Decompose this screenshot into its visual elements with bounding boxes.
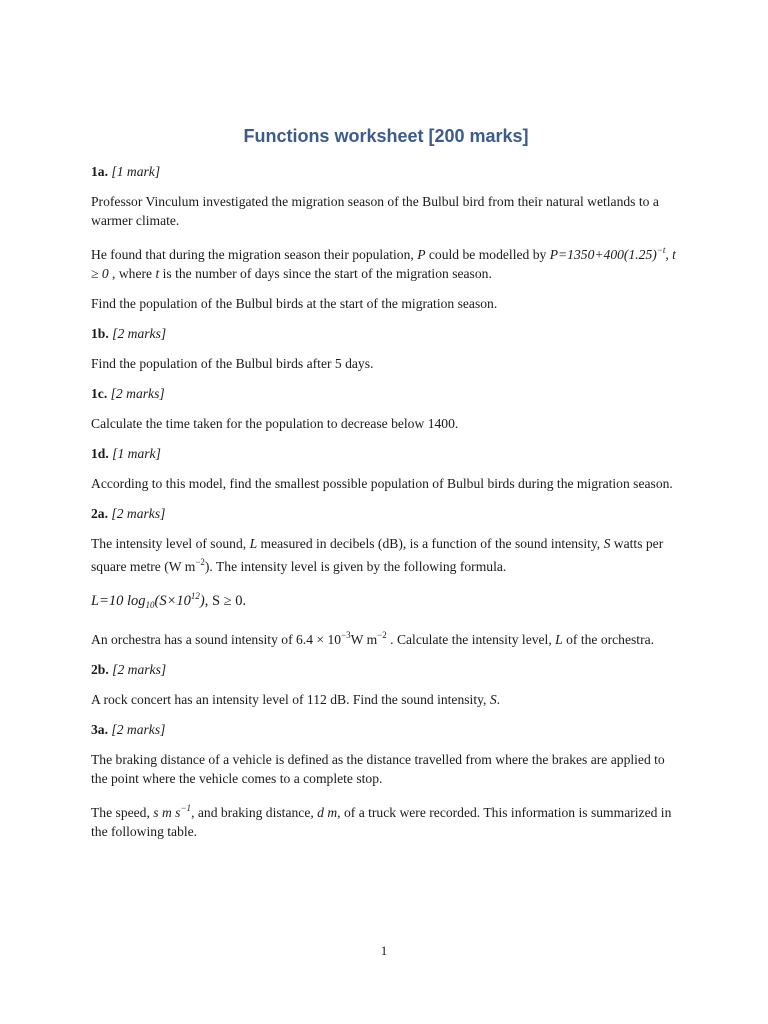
question-marks: [2 marks] [110,386,165,401]
paragraph-rock-concert [91,690,681,709]
formula-exponent: −t [656,245,666,255]
paragraph-truck-data [91,799,681,841]
distance-unit: d m [317,805,338,820]
log-base: 10 [145,600,155,610]
text: , of a truck were recorded. This information is summarized in the following table. [91,805,672,839]
question-header-2b [91,660,681,679]
text: . [496,692,501,707]
variable-p: P [417,247,426,262]
paragraph-sound-intro [91,534,681,576]
formula-condition: , t ≥ 0 [91,247,676,281]
text: watts per square metre (W m [91,536,664,574]
text: . Calculate the intensity level, [386,632,556,647]
text: , where [108,266,156,281]
question-marks: [1 mark] [111,164,161,179]
formula-argument: (S×10 [154,593,191,609]
unit: W m [350,632,378,647]
worksheet-content [91,162,681,852]
question-number: 1b. [91,326,109,341]
paragraph-braking-definition: The braking distance of a vehicle is defined as the distance travelled from where the brakes are applied to the point where the vehicle comes to a complete stop. [91,752,665,786]
paragraph-orchestra [91,626,681,649]
text: A rock concert has an intensity level of 112 dB. Find the sound intensity, [91,692,490,707]
question-number: 1a. [91,164,108,179]
text: of the orchestra. [562,632,655,647]
question-marks: [1 mark] [112,446,161,461]
question-marks: [2 marks] [112,662,167,677]
text: could be modelled by [425,247,550,262]
paragraph-q1b-task: Find the population of the Bulbul birds after 5 days. [91,356,374,371]
formula-close: ) [199,593,205,609]
question-number: 1c. [91,386,108,401]
question-marks: [2 marks] [112,326,167,341]
question-marks: [2 marks] [111,506,166,521]
paragraph-q1d-task: According to this model, find the smallest possible population of Bulbul birds during the migration season. [91,476,673,491]
variable-l: L [555,632,563,647]
text: measured in decibels (dB), is a function of the sound intensity, [257,536,604,551]
paragraph-intro: Professor Vinculum investigated the migration season of the Bulbul bird from their natural wetlands to a warmer climate. [91,194,659,228]
text: , and braking distance, [191,805,318,820]
question-header-1c [91,384,681,403]
formula-exponent: 12 [190,591,200,601]
page-number: 1 [380,943,388,958]
formula-lhs: L=10 log [91,593,146,609]
variable-l: L [249,536,258,551]
question-header-3a [91,720,681,739]
variable-s: S [489,692,497,707]
paragraph-model [91,241,681,283]
formula-intensity [91,587,681,615]
paragraph-q1a-task: Find the population of the Bulbul birds at the start of the migration season. [91,296,498,311]
formula-condition: , S ≥ 0. [204,593,247,609]
text: An orchestra has a sound intensity of 6.4 × 10 [91,632,342,647]
population-formula: P=1350+400(1.25) [549,247,657,262]
text: ). The intensity level is given by the following formula. [204,559,507,574]
question-number: 1d. [91,446,109,461]
unit-exponent: −2 [195,557,205,567]
question-number: 2a. [91,506,108,521]
text: The speed, [91,805,154,820]
variable-s: S [603,536,611,551]
text: The intensity level of sound, [91,536,250,551]
variable-t: t [155,266,160,281]
question-header-1d [91,444,681,463]
question-number: 2b. [91,662,109,677]
unit-exponent: −2 [377,630,387,640]
question-number: 3a. [91,722,108,737]
unit-exponent: −1 [180,803,192,813]
question-marks: [2 marks] [111,722,166,737]
text: He found that during the migration season their population, [91,247,418,262]
question-header-1b [91,324,681,343]
text: is the number of days since the start of the migration season. [159,266,492,281]
paragraph-q1c-task: Calculate the time taken for the population to decrease below 1400. [91,416,459,431]
speed-unit: s m s [153,805,181,820]
question-header-1a [91,162,681,181]
question-header-2a [91,504,681,523]
page-title: Functions worksheet [200 marks] [243,126,529,146]
power-exponent: −3 [341,630,351,640]
